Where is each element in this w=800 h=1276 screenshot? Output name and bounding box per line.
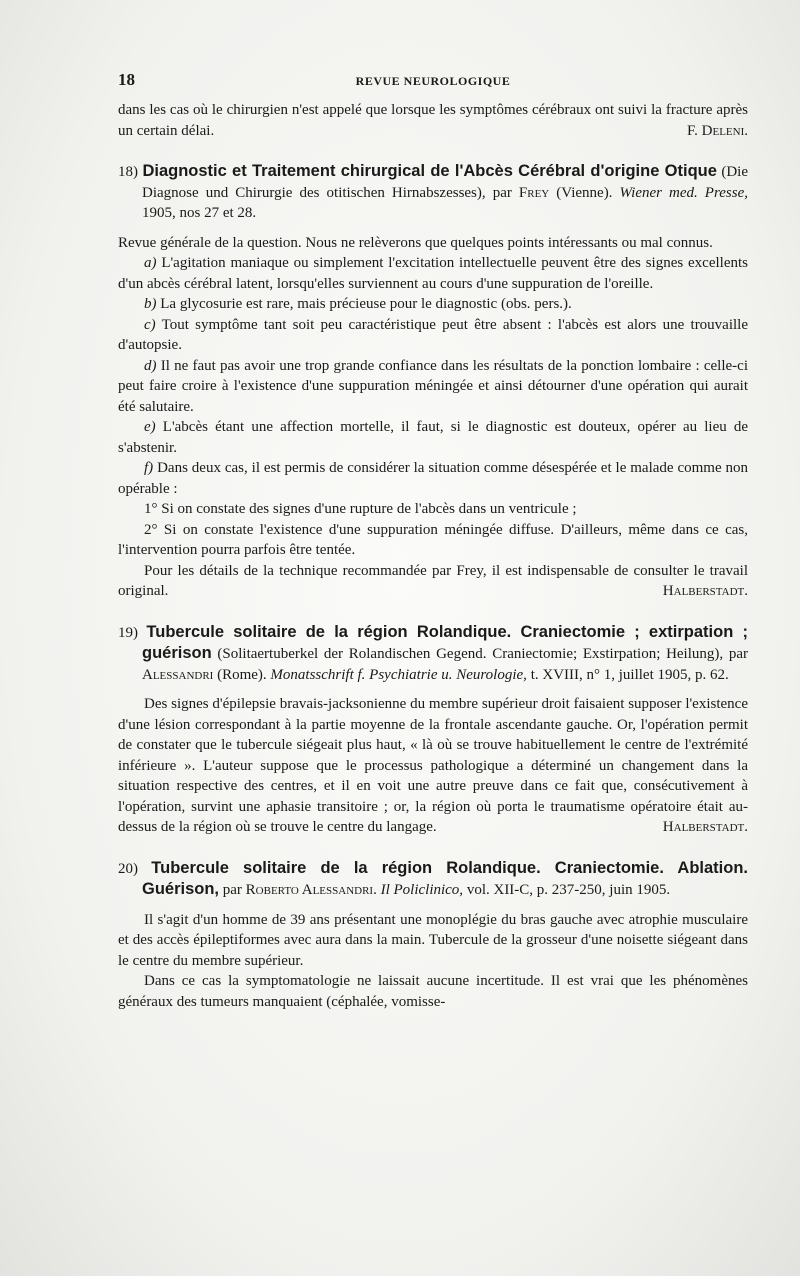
entry-18-subtitle: (Die Diagnose und Chirurgie des otitischen Hirnabszesses), par [142,164,749,201]
entry-20-author: Roberto Alessandri. [245,882,377,898]
entry-19-journal: Monatsschrift f. Psychiatrie u. Neurologie, [270,666,527,683]
page-number: 18 [118,70,135,89]
intro-paragraph [118,100,748,141]
entry-18-item-e: e) L'abcès étant une affection mortelle, il faut, si le diagnostic est douteux, opérer au lieu de s'abstenir. [118,419,749,456]
entry-19-place: (Rome). [217,666,267,683]
entry-18-item-a: a) L'agitation maniaque ou simplement l'excitation intellectuelle peuvent être des signes excellents d'un abcès cérébral latent, lorsqu'elles surviennent au cours d'une suppuration de l'oreille. [118,255,748,292]
entry-18-numbered-2: 2° Si on constate l'existence d'une suppuration méningée diffuse. D'ailleurs, même dans ce cas, l'intervention pourra parfois être tentée. [118,521,748,558]
entry-20-heading [118,858,748,901]
entry-18-number: 18) [118,164,138,180]
entry-19-signature: Halberstadt. [662,819,748,835]
entry-18-ref: 1905, nos 27 et 28. [142,205,257,221]
entry-18-author: Frey [518,184,550,201]
entry-18-item-c: c) Tout symptôme tant soit peu caractéristique peut être absent : l'abcès est alors une trouvaille d'autopsie. [118,316,749,353]
entry-18-item-f: f) Dans deux cas, il est permis de considérer la situation comme désespérée et le malade comme non opérable : [118,460,749,497]
entry-18-p1: Revue générale de la question. Nous ne relèverons que quelques points intéressants ou mal connus. [118,234,713,251]
article-body [118,100,748,1012]
intro-signature: F. Deleni. [687,122,748,139]
entry-19-ref: t. XVIII, n° 1, juillet 1905, p. 62. [530,666,729,683]
entry-18-numbered-1: 1° Si on constate des signes d'une rupture de l'abcès dans un ventricule ; [144,501,577,517]
entry-19-number: 19) [118,624,138,641]
entry-18-heading [118,161,748,224]
intro-text: dans les cas où le chirurgien n'est appelé que lorsque les symptômes cérébraux ont suivi la fracture après un certain délai. [118,102,748,139]
entry-20-number: 20) [118,860,138,877]
entry-20-p2: Dans ce cas la symptomatologie ne laissait aucune incertitude. Il est vrai que les phénomènes généraux des tumeurs manquaient (céphalée, vomisse- [118,973,748,1010]
entry-20-title: Tubercule solitaire de la région Rolandique. Craniectomie. Ablation. Guérison, [142,858,748,898]
entry-18-place: (Vienne). [556,184,613,201]
entry-18-item-b: b) La glycosurie est rare, mais précieuse pour le diagnostic (obs. pers.). [144,296,572,312]
entry-20-p1: Il s'agit d'un homme de 39 ans présentant une monoplégie du bras gauche avec atrophie musculaire et des accès épileptiformes avec aura dans la main. Tubercule de la grosseur d'une noisette siégeant dans le centre du membre supérieur. [118,911,748,969]
entry-20-ref: vol. XII-C, p. 237-250, juin 1905. [466,882,671,898]
entry-19-body: Des signes d'épilepsie bravais-jacksonienne du membre supérieur droit faisaient supposer l'existence d'une lésion correspondant à la partie moyenne de la frontale ascendante gauche. Or, l'opération permit de constater que le tubercule siégeait plus haut, « là où se trouve habituellement le centre de l'extrémité inférieure ». L'auteur suppose que le processus pathologique a déterminé un changement dans la situation respective des centres, et il en voit une autre preuve dans ce fait que, consécutivement à l'opération, survint une aphasie transitoire ; or, la région où porta le traumatisme opératoire était au-dessus de la région où se trouve le centre du langage. Halberstadt. [118,694,748,838]
entry-19-title: Tubercule solitaire de la région Rolandique. Craniectomie ; extirpation ; guérison [142,622,748,662]
entry-19-heading [118,622,748,686]
entry-18-item-d: d) Il ne faut pas avoir une trop grande confiance dans les résultats de la ponction lombaire : celle-ci peut faire croire à l'existence d'une suppuration méningée et ainsi détourner d'une opération qui aurait été salutaire. [118,357,748,415]
entry-20-journal: Il Policlinico, [380,882,464,898]
entry-18-signature: Halberstadt. [662,583,748,599]
entry-18-final: Pour les détails de la technique recommandée par Frey, il est indispensable de consulter le travail original. Halberstadt. [118,561,748,602]
entry-19-subtitle: (Solitaertuberkel der Rolandischen Gegend. Craniectomie; Exstirpation; Heilung), par [217,646,748,662]
page-header [118,70,748,92]
entry-19-author: Alessandri [142,666,214,683]
entry-18-journal: Wiener med. Presse, [619,184,748,201]
entry-18-title: Diagnostic et Traitement chirurgical de l'Abcès Cérébral d'origine Otique [142,162,717,180]
running-head: REVUE NEUROLOGIQUE [355,74,511,88]
entry-20-by: par [222,882,242,898]
